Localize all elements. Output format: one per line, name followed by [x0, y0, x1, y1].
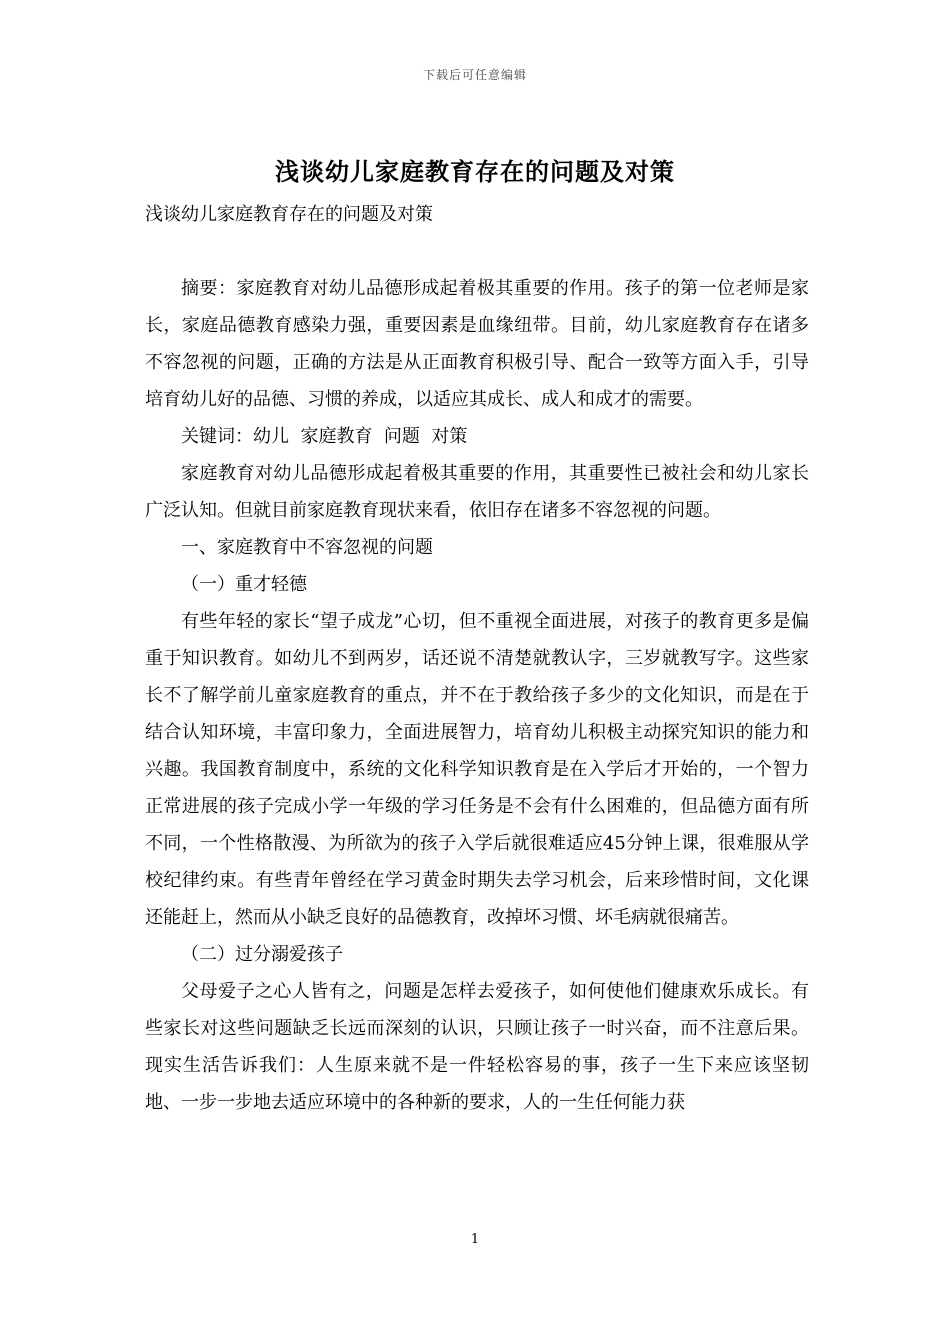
abstract-paragraph: 摘要：家庭教育对幼儿品德形成起着极其重要的作用。孩子的第一位老师是家长，家庭品德教育感染力强，重要因素是血缘纽带。目前，幼儿家庭教育存在诸多不容忽视的问题，正确的方法是从正面教育积极引导、配合一致等方面入手，引导培育幼儿好的品德、习惯的养成，以适应其成长、成人和成才的需要。 [145, 278, 809, 410]
document-title: 浅谈幼儿家庭教育存在的问题及对策 [275, 157, 675, 186]
keywords-line: 关键词：幼儿 家庭教育 问题 对策 [181, 426, 468, 447]
intro-paragraph: 家庭教育对幼儿品德形成起着极其重要的作用，其重要性已被社会和幼儿家长广泛认知。但就目前家庭教育现状来看，依旧存在诸多不容忽视的问题。 [145, 463, 809, 521]
subsection-heading-2: （二）过分溺爱孩子 [181, 944, 343, 965]
section-heading-1: 一、家庭教育中不容忽视的问题 [181, 537, 433, 558]
header-note: 下载后可任意编辑 [422, 68, 527, 82]
subsection-body-1: 有些年轻的家长“望子成龙”心切，但不重视全面进展，对孩子的教育更多是偏重于知识教育。如幼儿不到两岁，话还说不清楚就教认字，三岁就教写字。这些家长不了解学前儿童家庭教育的重点，并不在于教给孩子多少的文化知识，而是在于结合认知环境，丰富印象力，全面进展智力，培育幼儿积极主动探究知识的能力和兴趣。我国教育制度中，系统的文化科学知识教育是在入学后才开始的，一个智力正常进展的孩子完成小学一年级的学习任务是不会有什么困难的，但品德方面有所不同，一个性格散漫、为所欲为的孩子入学后就很难适应45分钟上课，很难服从学校纪律约束。有些青年曾经在学习黄金时期失去学习机会，后来珍惜时间，文化课还能赶上，然而从小缺乏良好的品德教育，改掉坏习惯、坏毛病就很痛苦。 [145, 611, 809, 928]
subtitle: 浅谈幼儿家庭教育存在的问题及对策 [145, 204, 433, 225]
subsection-heading-1: （一）重才轻德 [181, 574, 307, 595]
subsection-body-2: 父母爱子之心人皆有之，问题是怎样去爱孩子，如何使他们健康欢乐成长。有些家长对这些问题缺乏长远而深刻的认识，只顾让孩子一时兴奋，而不注意后果。现实生活告诉我们：人生原来就不是一件轻松容易的事，孩子一生下来应该坚韧地、一步一步地去适应环境中的各种新的要求，人的一生任何能力获 [145, 981, 809, 1113]
page-number: 1 [470, 1232, 480, 1247]
document-body [145, 196, 809, 1121]
